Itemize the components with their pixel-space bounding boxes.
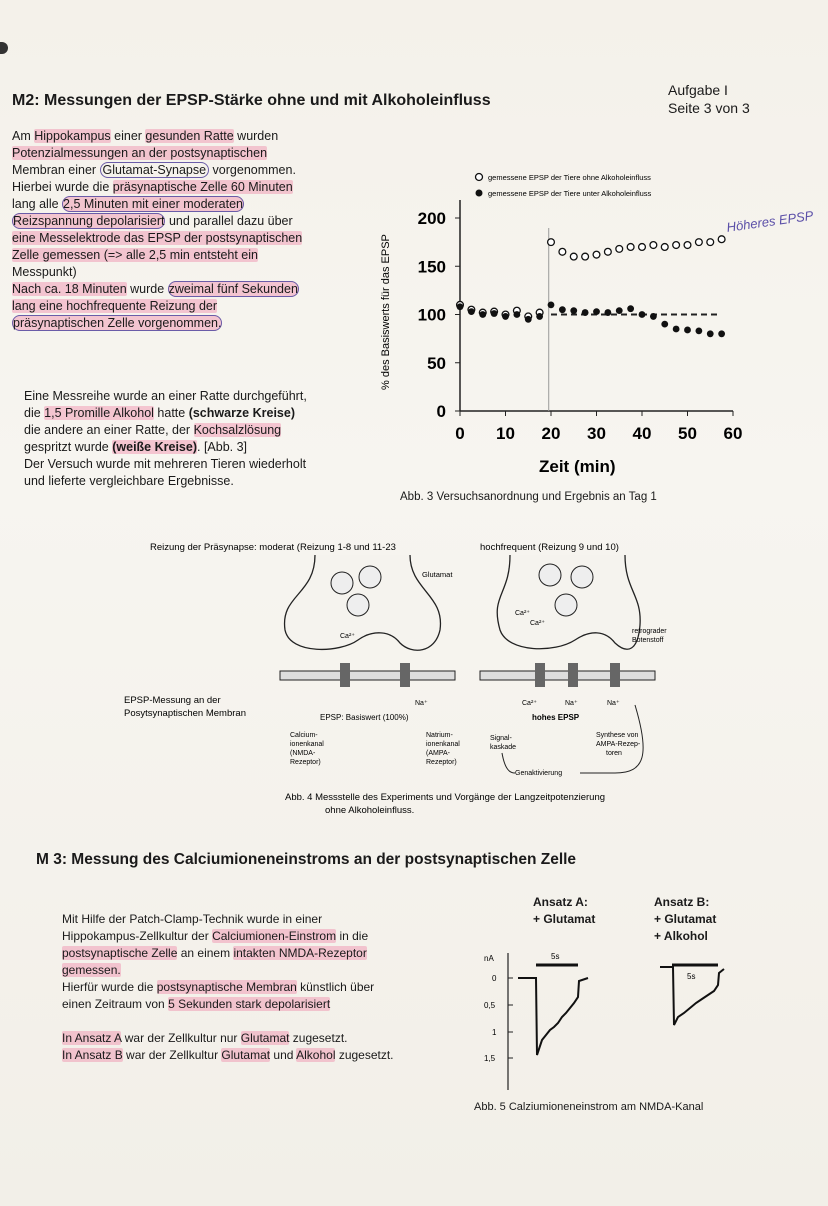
text: In Ansatz A [62,1031,122,1045]
text: intakten NMDA-Rezeptor [233,946,367,960]
data-point-ohne-alkohol [707,239,714,246]
vesicle [359,566,381,588]
task-label: Aufgabe I [668,82,728,98]
na-label: Na⁺ [565,700,578,707]
na-label: Na⁺ [607,700,620,707]
legend-filled-text: gemessene EPSP der Tiere unter Alkoholeinfluss [488,189,652,198]
glutamat-label: Glutamat [422,570,453,579]
data-point-ohne-alkohol [570,253,577,260]
text: 5 Sekunden stark depolarisiert [168,997,331,1011]
data-point-ohne-alkohol [582,253,589,260]
text: einer [110,129,146,143]
synapse-diagram [110,535,690,820]
text: zugesetzt. [335,1048,394,1062]
text: (schwarze Kreise) [188,406,295,420]
text: . [Abb. 3] [197,440,248,454]
text: und parallel dazu über [165,214,293,228]
text: wurden [233,129,279,143]
ca-label: Ca²⁺ [522,700,537,707]
text: künstlich über [296,980,375,994]
y-tick-label: 150 [417,257,446,277]
epsp-basis-label: EPSP: Basiswert (100%) [320,713,409,722]
text: Hippokampus-Zellkultur der [62,929,213,943]
y-tick-label: 100 [417,305,446,325]
chart-ylabel: % des Basiswerts für das EPSP [380,234,392,390]
nmda-channel [340,663,350,687]
x-tick-label: 40 [632,424,652,443]
text: lang alle [12,197,63,211]
data-point-ohne-alkohol [616,245,623,252]
label-moderat: Reizung der Präsynapse: moderat (Reizung 1-8 und 11-23 [150,542,396,553]
text: präsynaptische Zelle 60 Minuten [112,180,293,194]
data-point-unter-alkohol [525,316,532,323]
duration-b: 5s [687,972,696,981]
chart-xlabel: Zeit (min) [539,457,616,476]
circled-text: Glutamat-Synapse [100,162,210,178]
data-point-unter-alkohol [627,305,634,312]
m2-paragraph-1 [12,128,362,332]
x-tick-label: 20 [541,424,561,443]
text: Messpunkt) [12,265,77,279]
text: Ansatz A: [533,895,588,909]
x-tick-label: 60 [723,424,743,443]
text: in die [336,929,369,943]
epsp-mess-label-1: EPSP-Messung an der [124,695,221,706]
synthese-label: Synthese von AMPA-Rezep-toren [596,732,641,757]
y-tick-label: 0 [436,402,446,421]
data-point-unter-alkohol [491,310,498,317]
tick-1: 1 [492,1028,497,1037]
text: postsynaptische Membran [156,980,297,994]
text: gemessen. [62,963,121,977]
data-point-ohne-alkohol [559,248,566,255]
data-point-unter-alkohol [684,327,691,334]
handwritten-annotation: Höheres EPSP [725,207,815,235]
text: Am [12,129,35,143]
text: Hierfür wurde die [62,980,157,994]
data-point-ohne-alkohol [639,244,646,251]
epsp-chart [375,160,815,485]
data-point-unter-alkohol [513,311,520,318]
hohes-epsp-label: hohes EPSP [532,713,580,722]
text: war der Zellkultur [122,1048,222,1062]
legend-open-text: gemessene EPSP der Tiere ohne Alkoholeinfluss [488,173,651,182]
text: Hierbei wurde die [12,180,113,194]
data-point-unter-alkohol [479,311,486,318]
text: Potenzialmessungen an der postsynaptischen [12,146,268,160]
abb4-caption-2: ohne Alkoholeinfluss. [325,805,415,816]
na-kanal-label: Natrium-ionenkanal (AMPA-Rezeptor) [426,732,460,766]
text: Der Versuch wurde mit mehreren Tieren wiederholt [24,457,307,471]
label-hochfrequent: hochfrequent (Reizung 9 und 10) [480,542,619,553]
text: hatte [153,406,189,420]
data-point-unter-alkohol [616,307,623,314]
data-point-unter-alkohol [661,321,668,328]
data-point-ohne-alkohol [718,236,725,243]
text: Kochsalzlösung [193,423,282,437]
trace-a [518,978,588,1055]
ampa-channel [568,663,578,687]
y-tick-label: 50 [427,353,446,373]
page-number: Seite 3 von 3 [668,100,750,116]
data-point-unter-alkohol [502,313,509,320]
tick-15: 1,5 [484,1054,496,1063]
text: + Glutamat [654,912,717,926]
nmda-channel [535,663,545,687]
ca-label: Ca²⁺ [530,620,545,627]
signal-label: Signal-kaskade [490,735,517,751]
ansatz-b-header [654,894,716,945]
text: 2,5 Minuten mit einer moderaten [63,197,244,211]
ca-label: Ca²⁺ [515,610,530,617]
legend-marker-open [476,174,483,181]
text: und lieferte vergleichbare Ergebnisse. [24,474,234,488]
retro-label-2: Botenstoff [632,637,664,644]
text: zugesetzt. [289,1031,348,1045]
data-point-unter-alkohol [548,301,555,308]
text: Alkohol [296,1048,336,1062]
text: Nach ca. 18 Minuten [12,282,127,296]
data-point-unter-alkohol [707,330,714,337]
text: Hippokampus [34,129,111,143]
text: wurde [126,282,168,296]
text: Ansatz B: [654,895,710,909]
vesicle [539,564,561,586]
text: Mit Hilfe der Patch-Clamp-Technik wurde in einer [62,912,323,926]
x-tick-label: 30 [587,424,606,443]
text: an einem [177,946,234,960]
data-point-unter-alkohol [457,303,464,310]
data-point-unter-alkohol [695,328,702,335]
text: präsynaptischen Zelle vorgenommen. [13,316,222,330]
text: Calciumionen-Einstrom [212,929,337,943]
data-point-ohne-alkohol [593,251,600,258]
text: Glutamat [240,1031,290,1045]
postsynaptic-membrane-left [280,671,455,680]
data-point-ohne-alkohol [604,248,611,255]
text: war der Zellkultur nur [121,1031,241,1045]
ca-label: Ca²⁺ [340,633,355,640]
m3-paragraph [62,911,442,1064]
x-tick-label: 0 [455,424,465,443]
text: Zelle gemessen (=> alle 2,5 min entsteht ein [12,248,258,262]
text: zweimal fünf Sekunden [168,282,298,296]
data-point-ohne-alkohol [684,242,691,249]
text: einen Zeitraum von [62,997,169,1011]
unit-label: nA [484,954,494,963]
ampa-channel [400,663,410,687]
text: + Alkohol [654,929,708,943]
data-point-ohne-alkohol [650,242,657,249]
text: lang eine hochfrequente Reizung der [12,299,218,313]
abb3-caption: Abb. 3 Versuchsanordnung und Ergebnis an Tag 1 [400,491,657,503]
m3-title: M 3: Messung des Calciumioneneinstroms an der postsynaptischen Zelle [36,851,577,868]
abb5-caption: Abb. 5 Calziumioneneinstrom am NMDA-Kanal [474,1101,704,1113]
text: die [24,406,45,420]
data-point-unter-alkohol [593,308,600,315]
duration-a: 5s [551,952,560,961]
abb4-caption-1: Abb. 4 Messstelle des Experiments und Vorgänge der Langzeitpotenzierung [285,792,606,803]
ansatz-a-header [533,894,595,928]
vesicle [347,594,369,616]
data-point-ohne-alkohol [548,239,555,246]
vesicle [571,566,593,588]
text: postsynaptische Zelle [62,946,178,960]
calcium-current-trace [470,945,750,1095]
text: + Glutamat [533,912,596,926]
text: Membran einer [12,163,100,177]
data-point-ohne-alkohol [673,242,680,249]
vesicle [555,594,577,616]
data-point-ohne-alkohol [661,244,668,251]
ampa-channel [610,663,620,687]
epsp-mess-label-2: Posytsynaptischen Membran [124,708,246,719]
retro-label-1: retrograder [632,628,667,635]
data-point-unter-alkohol [673,326,680,333]
tick-05: 0,5 [484,1001,496,1010]
text: gesunden Ratte [145,129,234,143]
data-point-unter-alkohol [639,311,646,318]
x-tick-label: 10 [496,424,515,443]
vesicle [331,572,353,594]
text: die andere an einer Ratte, der [24,423,194,437]
data-point-unter-alkohol [559,306,566,313]
data-point-unter-alkohol [650,313,657,320]
text: eine Messelektrode das EPSP der postsynaptischen [12,231,303,245]
x-tick-label: 50 [678,424,697,443]
data-point-ohne-alkohol [627,244,634,251]
text: (weiße Kreise) [112,440,197,454]
punch-hole-mark [0,42,8,54]
data-point-unter-alkohol [570,307,577,314]
text: In Ansatz B [62,1048,123,1062]
data-point-unter-alkohol [536,313,543,320]
na-label: Na⁺ [415,700,428,707]
data-point-unter-alkohol [718,330,725,337]
genaktiv-label: Genaktivierung [515,770,563,777]
m2-paragraph-2 [24,388,374,490]
text: Glutamat [221,1048,271,1062]
text: 1,5 Promille Alkohol [44,406,154,420]
legend-marker-filled [476,190,483,197]
text: gespritzt wurde [24,440,113,454]
data-point-unter-alkohol [468,308,475,315]
text: Reizspannung depolarisiert [13,214,165,228]
data-point-ohne-alkohol [695,239,702,246]
y-tick-label: 200 [417,209,446,228]
tick-0: 0 [492,974,497,983]
text: Eine Messreihe wurde an einer Ratte durchgeführt, [24,389,307,403]
ca-kanal-label: Calcium-ionenkanal (NMDA-Rezeptor) [290,732,324,766]
postsynaptic-membrane-right [480,671,655,680]
m2-title: M2: Messungen der EPSP-Stärke ohne und mit Alkoholeinfluss [12,92,491,109]
data-point-unter-alkohol [582,309,589,316]
text: und [270,1048,297,1062]
data-point-unter-alkohol [604,309,611,316]
text: vorgenommen. [209,163,296,177]
